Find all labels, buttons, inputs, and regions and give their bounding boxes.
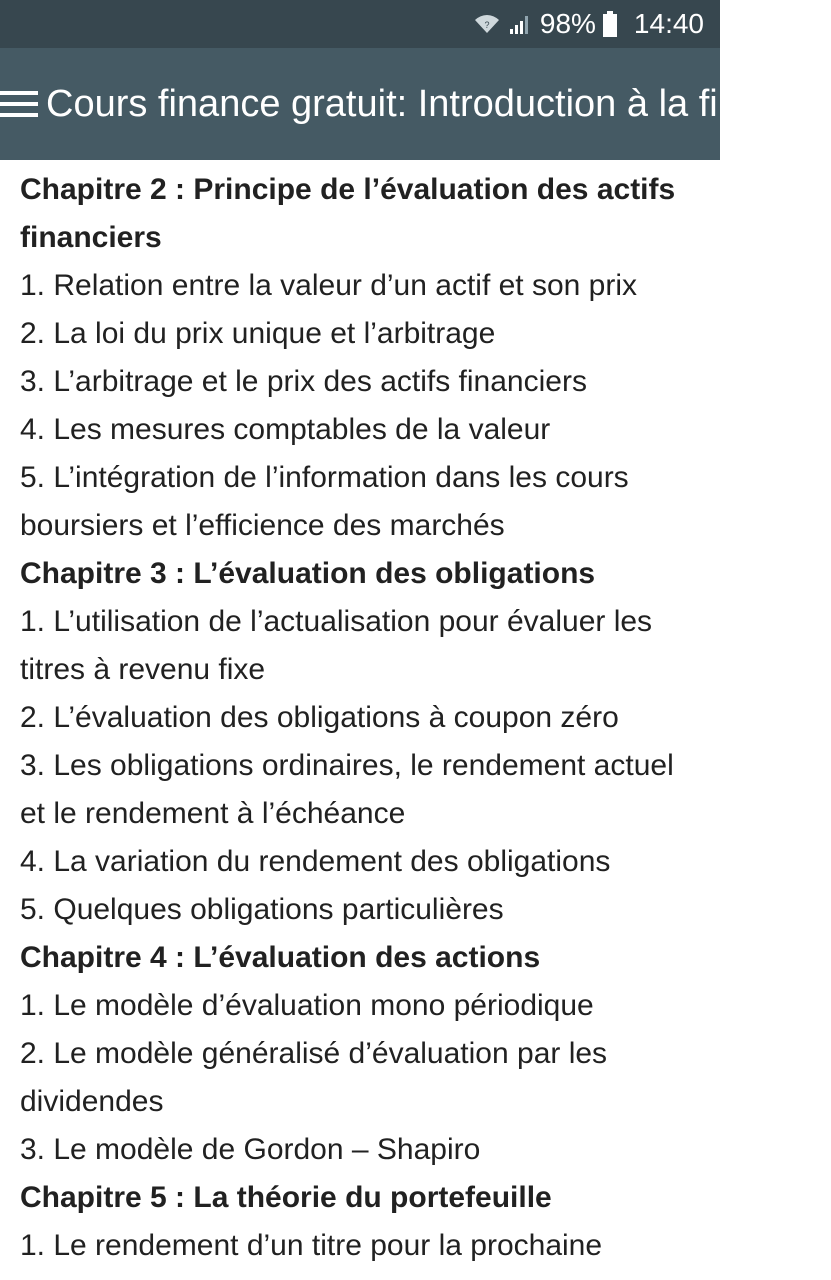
- clock: 14:40: [633, 8, 704, 39]
- content-area[interactable]: [0, 160, 720, 1280]
- battery-percentage: 98%: [539, 8, 596, 39]
- section-item: 1. Le modèle d’évaluation mono périodique: [20, 989, 594, 1022]
- app-title: Cours finance gratuit: Introduction à la finance: [46, 82, 822, 125]
- app-bar: [0, 48, 822, 160]
- section-item: 1. L’utilisation de l’actualisation pour évaluer les titres à revenu fixe: [20, 605, 653, 686]
- section-item: 1. Relation entre la valeur d’un actif et son prix: [20, 269, 638, 302]
- more-vert-icon: [821, 86, 831, 122]
- chapter-heading: Chapitre 3 : L’évaluation des obligations: [20, 557, 596, 590]
- chapter-heading: Chapitre 5 : La théorie du portefeuille: [20, 1181, 552, 1214]
- chapter-heading: Chapitre 2 : Principe de l’évaluation des actifs financiers: [20, 173, 676, 254]
- section-item: 5. Quelques obligations particulières: [20, 893, 504, 926]
- signal-icon: [508, 12, 532, 36]
- section-item: 2. L’évaluation des obligations à coupon zéro: [20, 701, 619, 734]
- chapter-heading: Chapitre 4 : L’évaluation des actions: [20, 941, 541, 974]
- section-item: 2. Le modèle généralisé d’évaluation par les dividendes: [20, 1037, 608, 1118]
- battery-icon: [602, 10, 618, 38]
- section-item: 3. L’arbitrage et le prix des actifs financiers: [20, 365, 587, 398]
- svg-text:?: ?: [484, 20, 490, 30]
- section-item: 4. La variation du rendement des obligations: [20, 845, 611, 878]
- section-item: 1. Le rendement d’un titre pour la prochaine: [20, 1229, 603, 1262]
- hamburger-menu-icon: [0, 89, 38, 119]
- menu-button[interactable]: [0, 48, 38, 160]
- section-item: 5. L’intégration de l’information dans les cours boursiers et l’efficience des marchés: [20, 461, 629, 542]
- section-item: 3. Les obligations ordinaires, le rendement actuel et le rendement à l’échéance: [20, 749, 674, 830]
- section-item: 4. Les mesures comptables de la valeur: [20, 413, 551, 446]
- status-bar: [0, 0, 720, 48]
- section-item: 2. La loi du prix unique et l’arbitrage: [20, 317, 496, 350]
- section-item: 3. Le modèle de Gordon – Shapiro: [20, 1133, 481, 1166]
- overflow-menu-button[interactable]: [821, 48, 831, 160]
- wifi-icon: [474, 11, 500, 37]
